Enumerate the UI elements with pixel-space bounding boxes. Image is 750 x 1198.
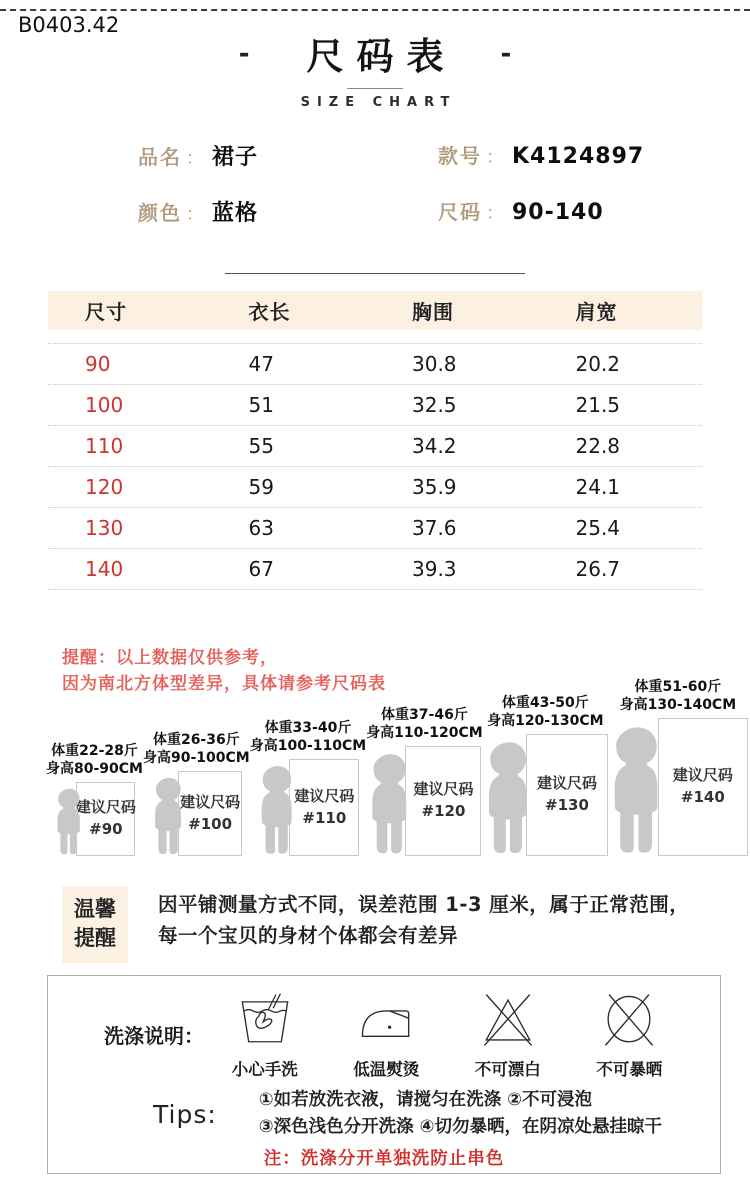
data-reminder-note: 提醒：以上数据仅供参考， 因为南北方体型差异，具体请参考尺码表 bbox=[62, 648, 386, 694]
weight-range: 体重26-36斤 bbox=[152, 731, 240, 748]
size-table-body bbox=[48, 343, 702, 590]
weight-range: 体重51-60斤 bbox=[634, 678, 722, 695]
suggested-size-box: 建议尺码 #130 bbox=[526, 734, 608, 856]
page-title: 尺码表 bbox=[306, 35, 457, 78]
suggested-size-box: 建议尺码 #140 bbox=[658, 718, 748, 856]
title-right-dash: - bbox=[500, 39, 512, 70]
care-item-iron-low: 低温熨烫 bbox=[353, 989, 419, 1080]
suggested-size-box: 建议尺码 #120 bbox=[405, 746, 481, 856]
table-top-divider bbox=[225, 273, 525, 274]
col-length: 衣长 bbox=[248, 300, 291, 324]
title-left-dash: - bbox=[238, 39, 250, 70]
table-row: 130 63 37.6 25.4 bbox=[48, 508, 702, 549]
size-guide bbox=[46, 678, 737, 856]
size-table bbox=[48, 291, 702, 590]
iron-low-icon bbox=[357, 989, 415, 1051]
col-shoulder: 肩宽 bbox=[575, 300, 618, 324]
title-underline bbox=[347, 88, 403, 89]
care-title: 洗涤说明： bbox=[104, 1024, 204, 1048]
warm-notice bbox=[62, 886, 689, 963]
table-row: 90 47 30.8 20.2 bbox=[48, 344, 702, 385]
care-item-no-bleach: 不可漂白 bbox=[475, 989, 541, 1080]
no-bleach-icon bbox=[479, 989, 537, 1051]
top-dashed-divider bbox=[0, 9, 750, 11]
size-guide-item bbox=[483, 694, 608, 856]
hand-wash-icon bbox=[236, 989, 294, 1051]
care-instructions-box bbox=[47, 975, 721, 1174]
height-range: 身高100-110CM bbox=[249, 737, 367, 754]
care-note: 注：洗涤分开单独洗防止串色 bbox=[263, 1149, 505, 1170]
field-size-range: 尺码 ： 90-140 bbox=[438, 200, 604, 225]
table-row: 140 67 39.3 26.7 bbox=[48, 549, 702, 590]
warm-notice-badge: 温馨 提醒 bbox=[62, 886, 128, 963]
height-range: 身高130-140CM bbox=[619, 696, 737, 713]
child-silhouette-icon bbox=[608, 726, 665, 856]
care-item-no-sun-dry: 不可暴晒 bbox=[596, 989, 662, 1080]
tips-title: Tips: bbox=[153, 1099, 217, 1129]
table-row: 110 55 34.2 22.8 bbox=[48, 426, 702, 467]
table-row: 120 59 35.9 24.1 bbox=[48, 467, 702, 508]
field-color: 颜色 ： 蓝格 bbox=[138, 201, 259, 226]
child-silhouette-icon bbox=[367, 753, 412, 856]
child-silhouette-icon bbox=[257, 765, 297, 856]
product-code: B0403.42 bbox=[18, 13, 120, 37]
suggested-size-box: 建议尺码 #90 bbox=[76, 782, 135, 856]
child-silhouette-icon bbox=[54, 788, 84, 856]
suggested-size-box: 建议尺码 #100 bbox=[178, 771, 242, 856]
size-guide-item bbox=[366, 706, 482, 856]
col-size: 尺寸 bbox=[85, 300, 127, 324]
height-range: 身高120-130CM bbox=[487, 712, 604, 729]
page-subtitle: SIZE CHART bbox=[300, 94, 457, 110]
tips-text: ①如若放洗衣液，请搅匀在洗涤 ②不可浸泡 ③深色浅色分开洗涤 ④切勿暴晒，在阴凉处悬挂晾干 bbox=[258, 1090, 662, 1138]
no-sun-dry-icon bbox=[600, 989, 658, 1051]
page-header bbox=[0, 36, 750, 110]
weight-range: 体重22-28斤 bbox=[51, 742, 138, 759]
height-range: 身高90-100CM bbox=[142, 749, 250, 766]
weight-range: 体重43-50斤 bbox=[501, 694, 589, 711]
size-guide-item bbox=[608, 678, 748, 856]
weight-range: 体重37-46斤 bbox=[381, 706, 468, 723]
size-guide-item bbox=[250, 719, 366, 856]
table-row: 100 51 32.5 21.5 bbox=[48, 385, 702, 426]
size-guide-item bbox=[143, 731, 250, 856]
child-silhouette-icon bbox=[483, 741, 533, 856]
field-product-name: 品名 ： 裙子 bbox=[138, 145, 259, 170]
warm-notice-text: 因平铺测量方式不同，误差范围 1-3 厘米，属于正常范围， 每一个宝贝的身材个体都会有差异 bbox=[158, 893, 690, 948]
height-range: 身高80-90CM bbox=[46, 760, 143, 777]
field-style-number: 款号 ： K4124897 bbox=[438, 144, 645, 169]
size-table-header bbox=[48, 291, 702, 330]
weight-range: 体重33-40斤 bbox=[264, 719, 352, 736]
child-silhouette-icon bbox=[151, 777, 186, 856]
height-range: 身高110-120CM bbox=[366, 724, 483, 741]
care-item-hand-wash: 小心手洗 bbox=[232, 989, 298, 1080]
suggested-size-box: 建议尺码 #110 bbox=[289, 759, 359, 856]
col-chest: 胸围 bbox=[412, 300, 454, 324]
size-guide-item bbox=[46, 742, 143, 856]
